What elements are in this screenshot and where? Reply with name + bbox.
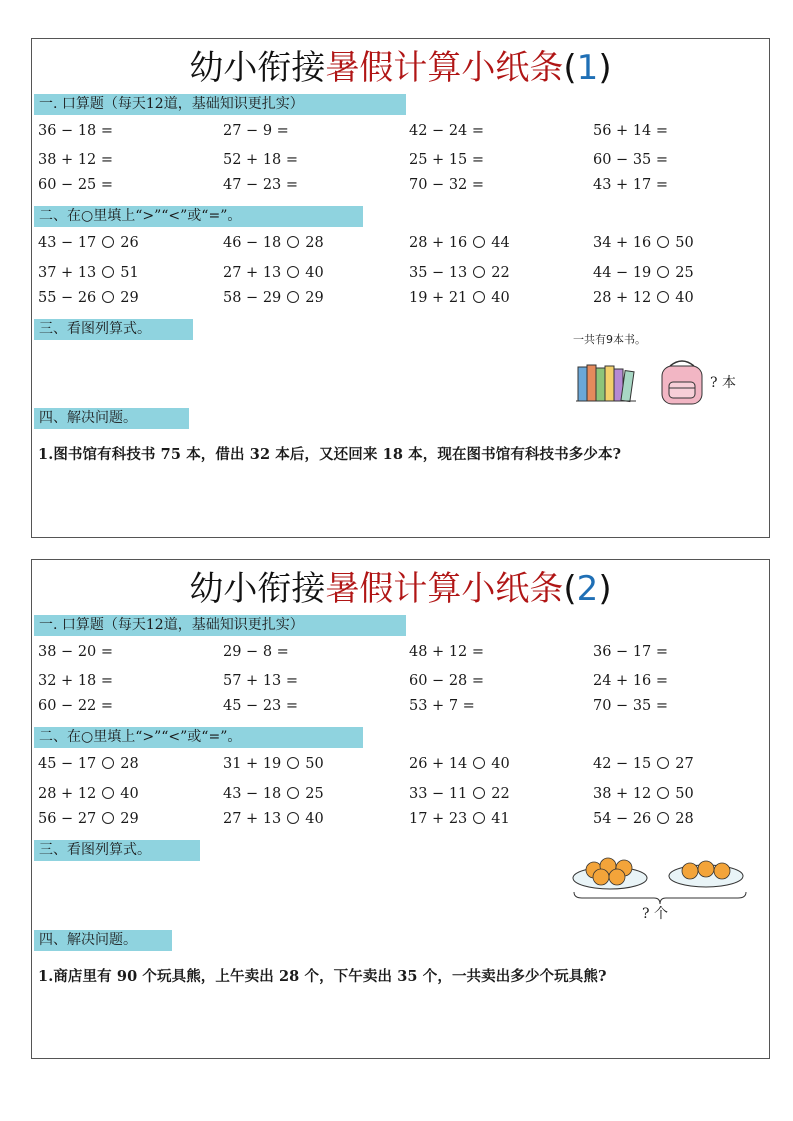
section-oral-header: 一. 口算题（每天12道，基础知识更扎实）: [34, 94, 406, 115]
sheet-title: 幼小衔接暑假计算小纸条(2): [189, 569, 612, 609]
oral-item: 42 − 24 =: [409, 123, 485, 139]
compare-item: 54 − 26 28: [593, 811, 694, 827]
answer-circle[interactable]: [287, 266, 299, 278]
compare-item: 33 − 11 22: [409, 786, 510, 802]
oral-item: 56 + 14 =: [593, 123, 669, 139]
answer-circle[interactable]: [657, 266, 669, 278]
answer-circle[interactable]: [287, 291, 299, 303]
section-picture-header: 三、看图列算式。: [34, 840, 200, 861]
answer-circle[interactable]: [473, 757, 485, 769]
oral-item: 32 + 18 =: [38, 673, 114, 689]
oral-item: 38 + 12 =: [38, 152, 114, 168]
oral-item: 60 − 28 =: [409, 673, 485, 689]
oral-row: [38, 120, 769, 142]
oral-item: 27 − 9 =: [223, 123, 289, 139]
answer-circle[interactable]: [657, 236, 669, 248]
answer-circle[interactable]: [657, 291, 669, 303]
oral-item: 43 + 17 =: [593, 177, 669, 193]
compare-row: [38, 783, 769, 805]
compare-item: 42 − 15 27: [593, 756, 694, 772]
compare-item: 26 + 14 40: [409, 756, 510, 772]
answer-circle[interactable]: [102, 757, 114, 769]
compare-item: 45 − 17 28: [38, 756, 139, 772]
oral-item: 29 − 8 =: [223, 644, 289, 660]
oranges-illustration: [570, 848, 750, 906]
compare-item: 37 + 13 51: [38, 265, 139, 281]
oral-row: [38, 641, 769, 663]
oral-item: 36 − 17 =: [593, 644, 669, 660]
compare-row: [38, 262, 769, 284]
oral-row: [38, 695, 769, 717]
section-problem-header: 四、解决问题。: [34, 408, 189, 429]
compare-item: 28 + 12 40: [38, 786, 139, 802]
section-oral-header: 一. 口算题（每天12道，基础知识更扎实）: [34, 615, 406, 636]
picture-question: ? 本: [710, 375, 736, 391]
answer-circle[interactable]: [102, 291, 114, 303]
compare-item: 27 + 13 40: [223, 811, 324, 827]
section-picture-header: 三、看图列算式。: [34, 319, 193, 340]
answer-circle[interactable]: [102, 787, 114, 799]
oral-item: 36 − 18 =: [38, 123, 114, 139]
oral-item: 48 + 12 =: [409, 644, 485, 660]
picture-question: ? 个: [642, 906, 668, 922]
oral-item: 60 − 35 =: [593, 152, 669, 168]
answer-circle[interactable]: [102, 266, 114, 278]
compare-item: 31 + 19 50: [223, 756, 324, 772]
answer-circle[interactable]: [287, 787, 299, 799]
section-compare-header: 二、在○里填上“>”“<”或“=”。: [34, 206, 363, 227]
compare-row: [38, 753, 769, 775]
sheet-title: 幼小衔接暑假计算小纸条(1): [189, 48, 612, 88]
oral-item: 24 + 16 =: [593, 673, 669, 689]
compare-item: 28 + 12 40: [593, 290, 694, 306]
section-compare-header: 二、在○里填上“>”“<”或“=”。: [34, 727, 363, 748]
compare-item: 19 + 21 40: [409, 290, 510, 306]
oral-item: 53 + 7 =: [409, 698, 475, 714]
oral-item: 47 − 23 =: [223, 177, 299, 193]
answer-circle[interactable]: [473, 266, 485, 278]
answer-circle[interactable]: [657, 757, 669, 769]
answer-circle[interactable]: [287, 757, 299, 769]
oral-item: 60 − 22 =: [38, 698, 114, 714]
answer-circle[interactable]: [657, 787, 669, 799]
compare-item: 38 + 12 50: [593, 786, 694, 802]
answer-circle[interactable]: [473, 812, 485, 824]
compare-item: 28 + 16 44: [409, 235, 510, 251]
compare-item: 43 − 18 25: [223, 786, 324, 802]
oral-item: 45 − 23 =: [223, 698, 299, 714]
oral-row: [38, 149, 769, 171]
answer-circle[interactable]: [657, 812, 669, 824]
answer-circle[interactable]: [287, 236, 299, 248]
compare-item: 44 − 19 25: [593, 265, 694, 281]
oral-item: 38 − 20 =: [38, 644, 114, 660]
compare-item: 34 + 16 50: [593, 235, 694, 251]
oral-row: [38, 174, 769, 196]
compare-row: [38, 232, 769, 254]
picture-caption: 一共有9本书。: [573, 333, 646, 346]
oral-item: 60 − 25 =: [38, 177, 114, 193]
answer-circle[interactable]: [102, 812, 114, 824]
word-problem: 1.图书馆有科技书 75 本，借出 32 本后，又还回来 18 本，现在图书馆有科技书多少本?: [38, 446, 622, 463]
compare-item: 43 − 17 26: [38, 235, 139, 251]
word-problem: 1.商店里有 90 个玩具熊，上午卖出 28 个，下午卖出 35 个，一共卖出多少个玩具熊?: [38, 968, 607, 985]
worksheet-1: [31, 38, 770, 538]
oral-row: [38, 670, 769, 692]
compare-item: 35 − 13 22: [409, 265, 510, 281]
compare-row: [38, 808, 769, 830]
answer-circle[interactable]: [473, 291, 485, 303]
compare-item: 27 + 13 40: [223, 265, 324, 281]
compare-item: 58 − 29 29: [223, 290, 324, 306]
oral-item: 70 − 32 =: [409, 177, 485, 193]
answer-circle[interactable]: [287, 812, 299, 824]
oral-item: 52 + 18 =: [223, 152, 299, 168]
compare-item: 17 + 23 41: [409, 811, 510, 827]
oral-item: 25 + 15 =: [409, 152, 485, 168]
compare-row: [38, 287, 769, 309]
answer-circle[interactable]: [473, 787, 485, 799]
oral-item: 57 + 13 =: [223, 673, 299, 689]
compare-item: 56 − 27 29: [38, 811, 139, 827]
books-illustration: [576, 359, 636, 405]
answer-circle[interactable]: [102, 236, 114, 248]
compare-item: 55 − 26 29: [38, 290, 139, 306]
backpack-illustration: [652, 356, 712, 408]
section-problem-header: 四、解决问题。: [34, 930, 172, 951]
oral-item: 70 − 35 =: [593, 698, 669, 714]
answer-circle[interactable]: [473, 236, 485, 248]
compare-item: 46 − 18 28: [223, 235, 324, 251]
worksheet-2: [31, 559, 770, 1059]
